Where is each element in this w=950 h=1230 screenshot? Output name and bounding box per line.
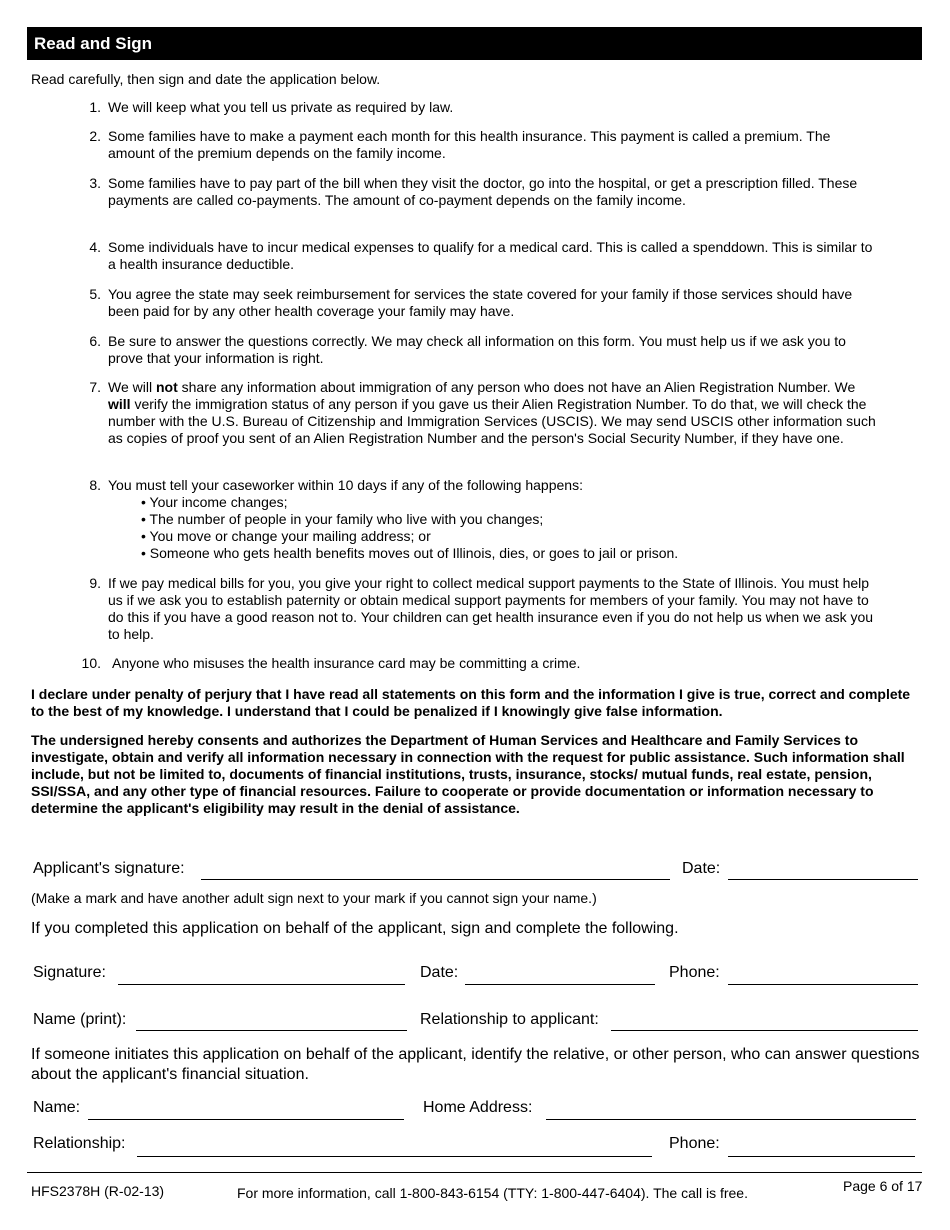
initiator-phone-field[interactable] (728, 1156, 915, 1157)
initiator-address-label: Home Address: (423, 1099, 533, 1116)
initiator-relationship-label: Relationship: (33, 1135, 126, 1152)
item-text: Anyone who misuses the health insurance card may be committing a crime. (112, 655, 581, 671)
item-text: If we pay medical bills for you, you give your right to collect medical support payments to the State of Illinois. You must help us if we ask you to establish paternity or obtain medical support payments for members of your family. You may not have to do this if you have a good reason not to. Your children can get health insurance even if you do not help us when we ask you to help. (108, 575, 874, 642)
behalf-date-field[interactable] (465, 984, 655, 985)
item-number: 4. (89, 239, 101, 255)
item-text: Some individuals have to incur medical expenses to qualify for a medical card. This is called a spenddown. This is similar to a health insurance deductible. (108, 239, 873, 272)
item-text: Be sure to answer the questions correctly. We may check all information on this form. You must help us if we ask you to prove that your information is right. (108, 333, 846, 366)
item-text: Some families have to pay part of the bill when they visit the doctor, go into the hospital, or get a prescription filled. These payments are called co-payments. The amount of co-payment depends on the family income. (108, 175, 858, 208)
signature-note: (Make a mark and have another adult sign next to your mark if you cannot sign your name.) (31, 890, 597, 906)
item-text: We will not share any information about immigration of any person who does not have an Alien Registration Number. We will verify the immigration status of any person if you gave us their Alien Registration Number. To do that, we will check the number with the U.S. Bureau of Citizenship and Immigration Services (USCIS). We may send USCIS other information such as copies of proof you sent of an Alien Registration Number and the person's Social Security Number, if they have one. (108, 379, 876, 446)
consent-text: The undersigned hereby consents and authorizes the Department of Human Services and Healthcare and Family Services to investigate, obtain and verify all information necessary in connection with the request for public assistance. Such information shall include, but not be limited to, documents of financial institutions, trusts, insurance, stocks/ mutual funds, real estate, pension, SSI/SSA, and any other type of financial resources. Failure to cooperate or provide documentation or information necessary to determine the applicant's eligibility may result in the denial of assistance. (31, 732, 905, 816)
item-number: 2. (89, 128, 101, 144)
item-number: 8. (89, 477, 101, 493)
item-number: 7. (89, 379, 101, 395)
item-number: 10. (81, 655, 101, 671)
item-number: 1. (89, 99, 101, 115)
behalf-phone-field[interactable] (728, 984, 918, 985)
applicant-signature-label: Applicant's signature: (33, 860, 185, 877)
bullet-item: • Your income changes; (141, 494, 288, 510)
initiator-phone-label: Phone: (669, 1135, 720, 1152)
item-number: 9. (89, 575, 101, 591)
item-text: You agree the state may seek reimbursement for services the state covered for your family if those services should have been paid for by any other health coverage your family may have. (108, 286, 853, 319)
section-header (27, 27, 922, 60)
section-title: Read and Sign (34, 34, 153, 53)
form-id: HFS2378H (R-02-13) (31, 1183, 165, 1199)
bullet-list (108, 494, 878, 562)
behalf-relationship-field[interactable] (611, 1030, 918, 1031)
bullet-item: • Someone who gets health benefits moves out of Illinois, dies, or goes to jail or prison. (141, 545, 679, 561)
initiator-relationship-field[interactable] (137, 1156, 652, 1157)
behalf-name-label: Name (print): (33, 1011, 127, 1028)
applicant-date-field[interactable] (728, 879, 918, 880)
behalf-date-label: Date: (420, 964, 459, 981)
footer-info: For more information, call 1-800-843-6154 (TTY: 1-800-447-6404). The call is free. (237, 1185, 748, 1201)
declaration-text: I declare under penalty of perjury that I have read all statements on this form and the information I give is true, correct and complete to the best of my knowledge. I understand that I could be penalized if I knowingly give false information. (31, 686, 911, 719)
behalf-phone-label: Phone: (669, 964, 720, 981)
item-number: 5. (89, 286, 101, 302)
intro-text: Read carefully, then sign and date the application below. (31, 71, 381, 87)
behalf-relationship-label: Relationship to applicant: (420, 1011, 599, 1028)
page-number: Page 6 of 17 (843, 1178, 923, 1194)
item-text: Some families have to make a payment each month for this health insurance. This payment is called a premium. The amount of the premium depends on the family income. (108, 128, 831, 161)
footer-divider (27, 1172, 922, 1173)
behalf-name-field[interactable] (136, 1030, 407, 1031)
bullet-item: • You move or change your mailing address; or (141, 528, 431, 544)
initiator-name-field[interactable] (88, 1119, 404, 1120)
behalf-signature-field[interactable] (118, 984, 405, 985)
initiator-address-field[interactable] (546, 1119, 916, 1120)
item-number: 3. (89, 175, 101, 191)
item-text: You must tell your caseworker within 10 days if any of the following happens: • Your income changes; • The number of people in your family who live with you changes; • You move or change your mailing address; or • Someone who gets health benefits moves out of Illinois, dies, or goes to jail or prison. (108, 477, 878, 562)
applicant-signature-field[interactable] (201, 879, 670, 880)
initiator-name-label: Name: (33, 1099, 81, 1116)
bullet-item: • The number of people in your family who live with you changes; (141, 511, 544, 527)
behalf-instruction: If you completed this application on behalf of the applicant, sign and complete the following. (31, 920, 679, 937)
applicant-date-label: Date: (682, 860, 721, 877)
item-text: We will keep what you tell us private as required by law. (108, 99, 454, 115)
item-number: 6. (89, 333, 101, 349)
behalf-signature-label: Signature: (33, 964, 106, 981)
initiator-instruction: If someone initiates this application on behalf of the applicant, identify the relative, or other person, who can answer questions about the applicant's financial situation. (31, 1046, 920, 1083)
